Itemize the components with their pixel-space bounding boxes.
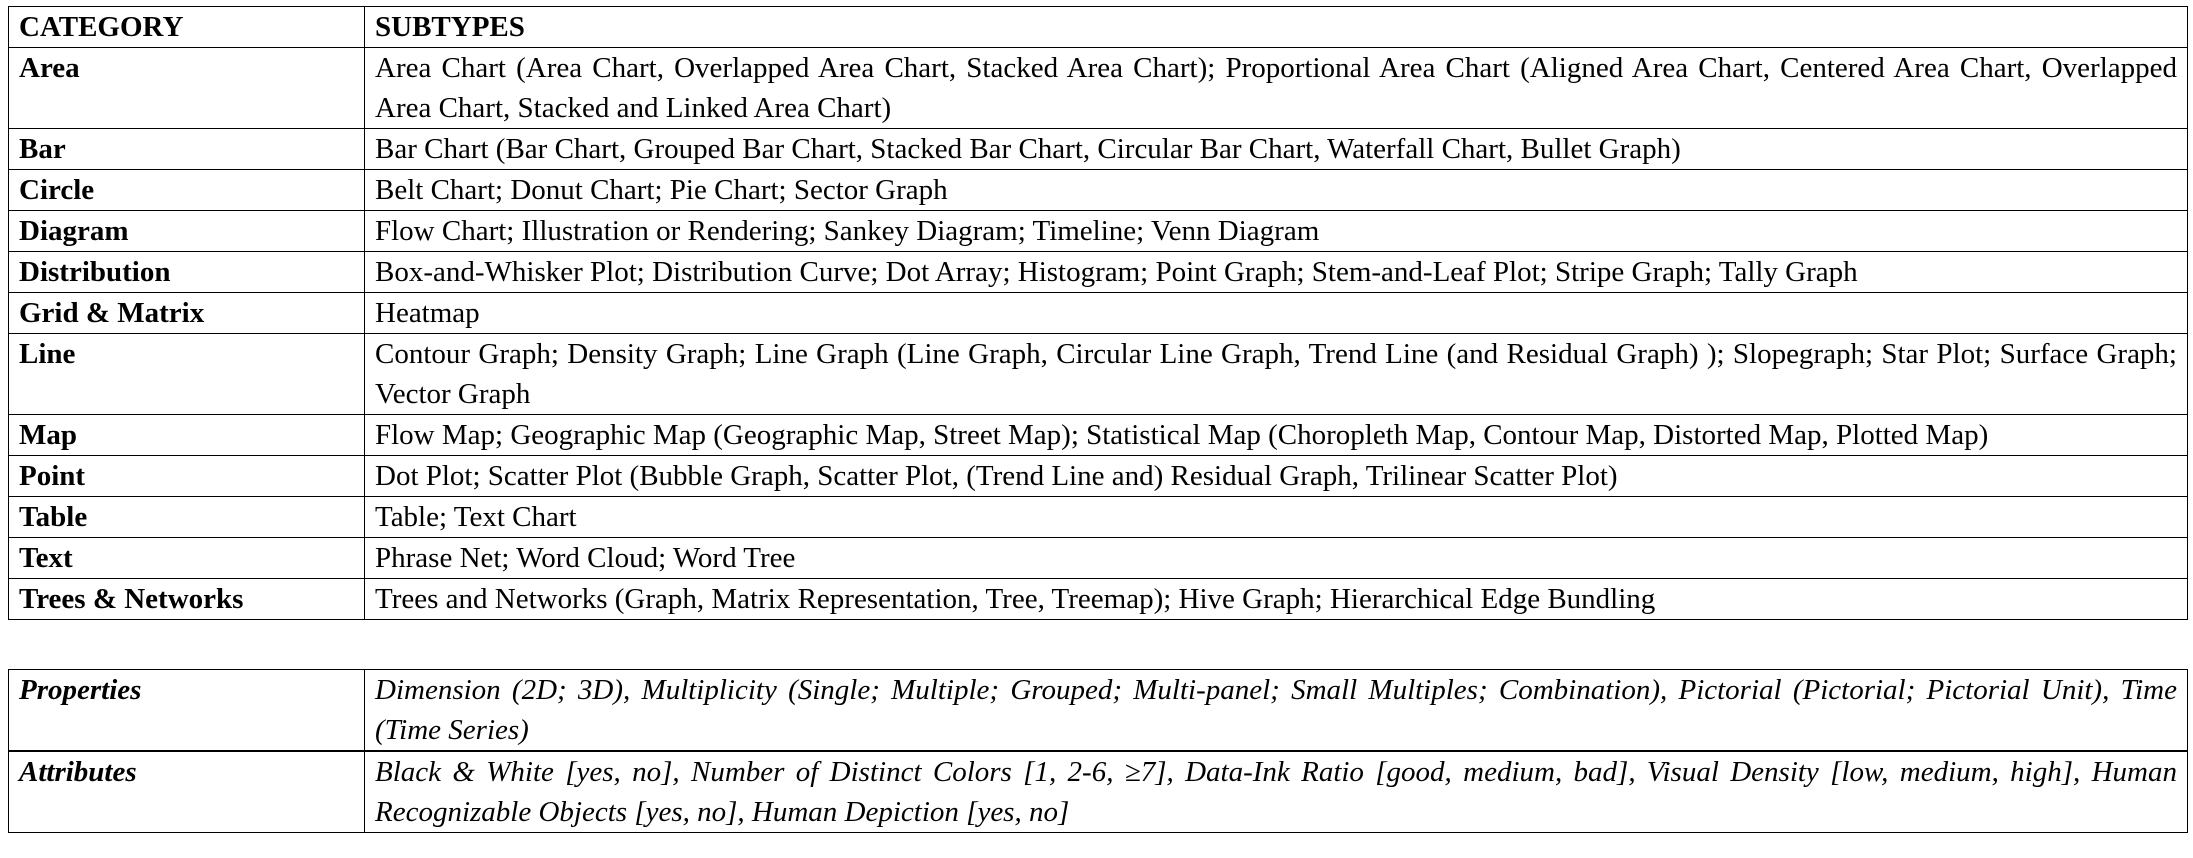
attributes-row — [9, 752, 2188, 833]
row-subtypes: Bar Chart (Bar Chart, Grouped Bar Chart, Stacked Bar Chart, Circular Bar Chart, Waterfall Chart, Bullet Graph) — [365, 129, 2188, 170]
row-category: Diagram — [9, 211, 365, 252]
attributes-label: Attributes — [9, 752, 365, 833]
table-row — [9, 129, 2188, 170]
table-row — [9, 334, 2188, 415]
properties-row — [9, 670, 2188, 751]
row-subtypes: Box-and-Whisker Plot; Distribution Curve; Dot Array; Histogram; Point Graph; Stem-and-Leaf Plot; Stripe Graph; Tally Graph — [365, 252, 2188, 293]
chart-taxonomy-table — [8, 6, 2188, 620]
table-row — [9, 293, 2188, 334]
row-subtypes: Flow Chart; Illustration or Rendering; Sankey Diagram; Timeline; Venn Diagram — [365, 211, 2188, 252]
row-category: Table — [9, 497, 365, 538]
row-subtypes: Area Chart (Area Chart, Overlapped Area Chart, Stacked Area Chart); Proportional Area Chart (Aligned Area Chart, Centered Area Chart, Overlapped Area Chart, Stacked and Linked Area Chart) — [365, 48, 2188, 129]
header-subtypes: SUBTYPES — [365, 7, 2188, 48]
table-row — [9, 252, 2188, 293]
properties-values: Dimension (2D; 3D), Multiplicity (Single; Multiple; Grouped; Multi-panel; Small Multiples; Combination), Pictorial (Pictorial; Pictorial Unit), Time (Time Series) — [365, 670, 2188, 751]
row-subtypes: Dot Plot; Scatter Plot (Bubble Graph, Scatter Plot, (Trend Line and) Residual Graph, Trilinear Scatter Plot) — [365, 456, 2188, 497]
row-subtypes: Table; Text Chart — [365, 497, 2188, 538]
row-subtypes: Heatmap — [365, 293, 2188, 334]
table-row — [9, 415, 2188, 456]
table-row — [9, 48, 2188, 129]
row-category: Distribution — [9, 252, 365, 293]
row-subtypes: Trees and Networks (Graph, Matrix Representation, Tree, Treemap); Hive Graph; Hierarchical Edge Bundling — [365, 579, 2188, 620]
row-category: Line — [9, 334, 365, 415]
table-row — [9, 170, 2188, 211]
row-category: Bar — [9, 129, 365, 170]
row-category: Grid & Matrix — [9, 293, 365, 334]
table-row — [9, 456, 2188, 497]
row-subtypes: Phrase Net; Word Cloud; Word Tree — [365, 538, 2188, 579]
row-category: Map — [9, 415, 365, 456]
table-row — [9, 579, 2188, 620]
row-subtypes: Contour Graph; Density Graph; Line Graph (Line Graph, Circular Line Graph, Trend Line (and Residual Graph) ); Slopegraph; Star Plot; Surface Graph; Vector Graph — [365, 334, 2188, 415]
table-row — [9, 538, 2188, 579]
row-category: Circle — [9, 170, 365, 211]
row-category: Trees & Networks — [9, 579, 365, 620]
row-subtypes: Flow Map; Geographic Map (Geographic Map, Street Map); Statistical Map (Choropleth Map, Contour Map, Distorted Map, Plotted Map) — [365, 415, 2188, 456]
header-row — [9, 7, 2188, 48]
table-row — [9, 211, 2188, 252]
attributes-table — [8, 751, 2188, 833]
table-row — [9, 497, 2188, 538]
row-category: Area — [9, 48, 365, 129]
row-category: Text — [9, 538, 365, 579]
row-category: Point — [9, 456, 365, 497]
attributes-values: Black & White [yes, no], Number of Distinct Colors [1, 2-6, ≥7], Data-Ink Ratio [good, medium, bad], Visual Density [low, medium, high], Human Recognizable Objects [yes, no], Human Depiction [yes, no] — [365, 752, 2188, 833]
row-subtypes: Belt Chart; Donut Chart; Pie Chart; Sector Graph — [365, 170, 2188, 211]
header-category: CATEGORY — [9, 7, 365, 48]
properties-label: Properties — [9, 670, 365, 751]
properties-table — [8, 669, 2188, 751]
